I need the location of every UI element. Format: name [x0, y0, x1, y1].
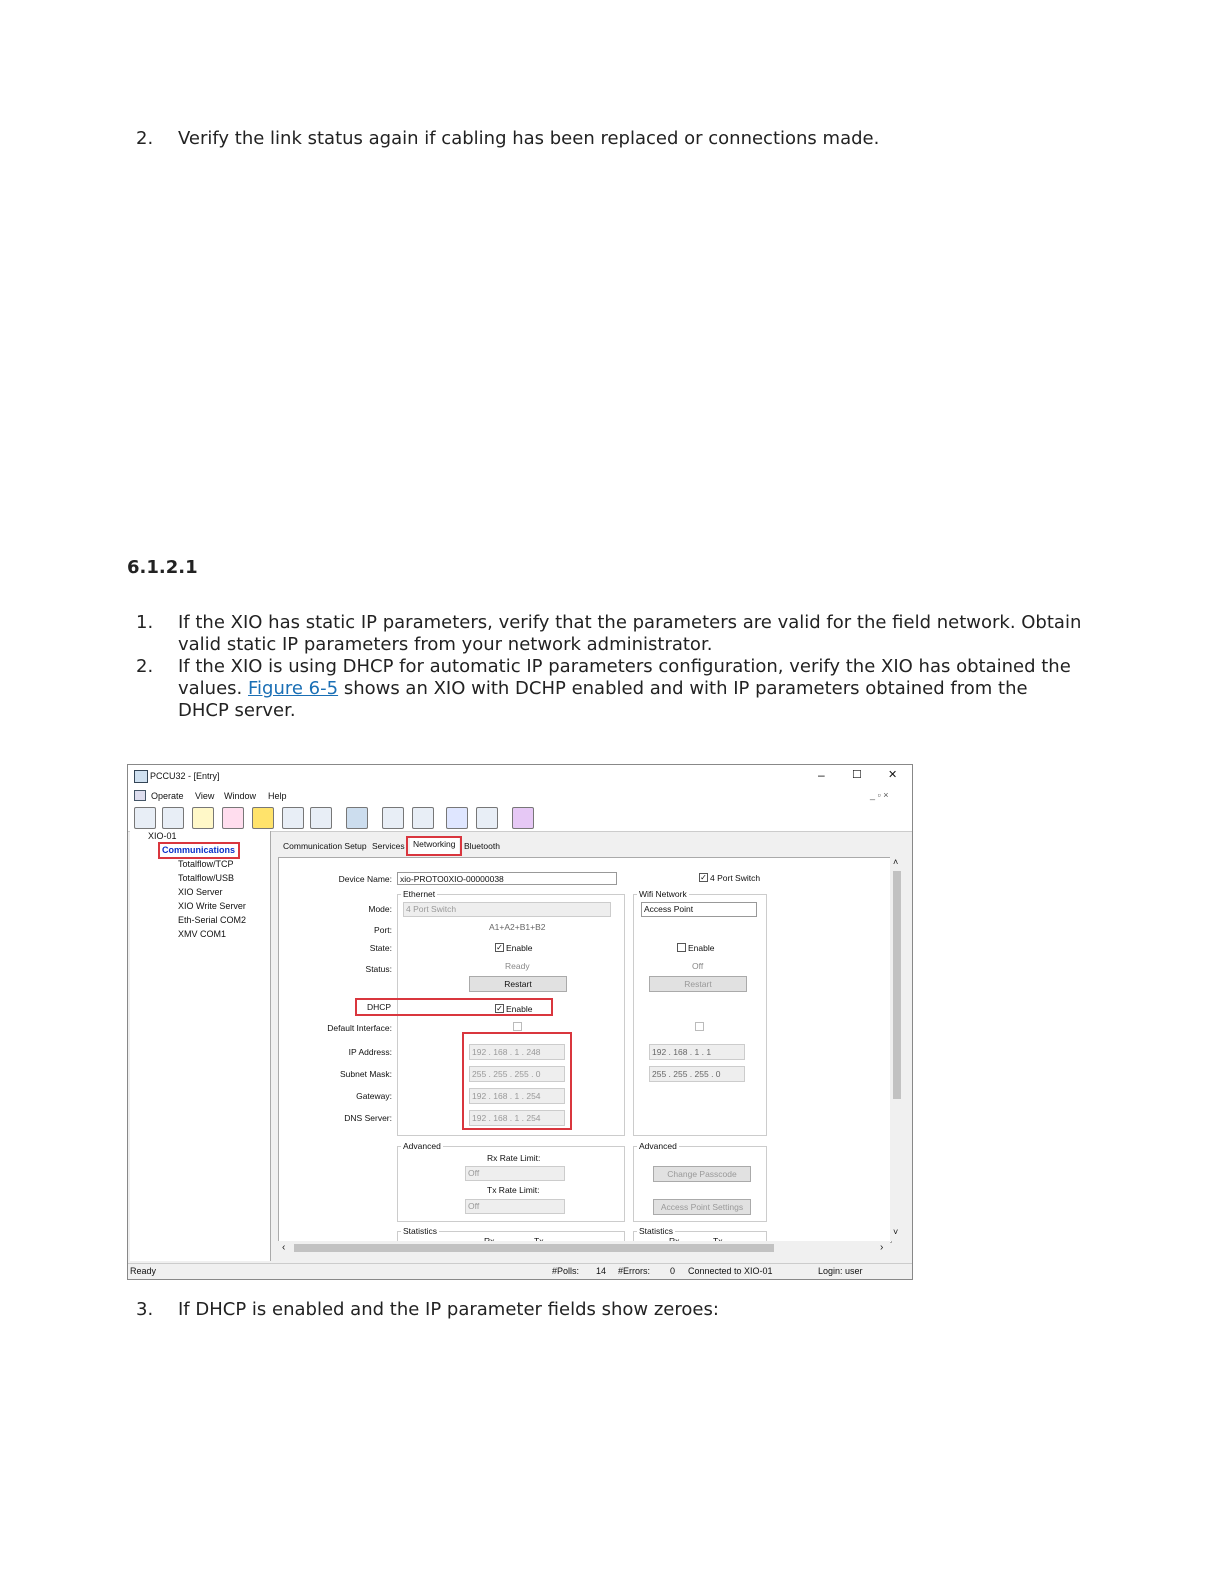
menu-bar	[128, 787, 912, 803]
wifi-restart-button[interactable]: Restart	[649, 976, 747, 992]
dhcp-label: DHCP	[367, 1002, 392, 1012]
errors-label: #Errors:	[618, 1266, 651, 1276]
tree-item[interactable]: XIO Write Server	[178, 901, 246, 911]
mdi-icon	[134, 790, 146, 801]
vertical-scroll-thumb[interactable]	[893, 871, 901, 1099]
step-number: 3.	[136, 1299, 154, 1320]
scroll-down-icon[interactable]: ˅	[893, 1227, 899, 1237]
subnet-mask-label: Subnet Mask:	[340, 1069, 392, 1079]
title-bar	[128, 765, 912, 787]
mb-icon[interactable]	[346, 807, 368, 829]
tree-item[interactable]: Totalflow/USB	[178, 873, 235, 883]
list-text-line: If the XIO has static IP parameters, verify that the parameters are valid for the field network. Obtain	[178, 612, 1082, 633]
state-label: State:	[369, 943, 392, 953]
list-item-2	[136, 656, 1116, 722]
gateway-label: Gateway:	[356, 1091, 392, 1101]
vertical-scrollbar[interactable]	[890, 857, 904, 1241]
list-text-line: DHCP server.	[178, 700, 296, 721]
device-tree	[130, 831, 271, 1261]
maximize-button[interactable]: ☐	[852, 769, 862, 781]
access-point-settings-button[interactable]: Access Point Settings	[653, 1199, 751, 1215]
polls-label: #Polls:	[552, 1266, 580, 1276]
list-number: 2.	[136, 656, 154, 677]
port-value: A1+A2+B1+B2	[489, 922, 546, 932]
status-ready: Ready	[130, 1266, 157, 1276]
pccu32-window	[127, 764, 913, 1280]
tool-icon[interactable]	[382, 807, 404, 829]
calendar-icon[interactable]	[222, 807, 244, 829]
text-fragment: shows an XIO with DCHP enabled and with IP parameters obtained from the	[338, 678, 1028, 699]
toolbar	[128, 803, 912, 832]
four-port-switch-checkbox[interactable]: ✓	[700, 873, 707, 882]
wifi-status: Off	[692, 961, 704, 971]
ethernet-restart-button[interactable]: Restart	[469, 976, 567, 992]
wifi-subnet-field[interactable]: 255 . 255 . 255 . 0	[649, 1066, 745, 1082]
dhcp-enable-checkbox[interactable]: ✓	[496, 1004, 503, 1013]
tx-rate-limit-select[interactable]: Off	[465, 1199, 565, 1214]
networking-pane	[278, 857, 892, 1243]
ethernet-enable-checkbox[interactable]: ✓	[496, 943, 503, 952]
help-book-icon[interactable]	[512, 807, 534, 829]
section-heading: 6.1.2.1	[127, 557, 198, 578]
transfer-icon[interactable]	[252, 807, 274, 829]
four-port-switch-label: 4 Port Switch	[710, 873, 761, 883]
dns-server-label: DNS Server:	[344, 1113, 392, 1123]
tree-item-communications[interactable]: Communications	[162, 845, 236, 855]
menu-window[interactable]: Window	[224, 791, 257, 801]
connection-status: Connected to XIO-01	[688, 1266, 773, 1276]
mode-label: Mode:	[368, 904, 392, 914]
step-text: If DHCP is enabled and the IP parameter fields show zeroes:	[178, 1299, 719, 1320]
scroll-left-icon[interactable]: ‹	[282, 1242, 286, 1253]
archive-icon[interactable]	[412, 807, 434, 829]
device-name-label: Device Name:	[338, 874, 392, 884]
list-text-line: If the XIO is using DHCP for automatic IP parameters configuration, verify the XIO has obtained the	[178, 656, 1071, 677]
wifi-enable-label: Enable	[688, 943, 715, 953]
tab-communication-setup[interactable]: Communication Setup	[283, 841, 367, 851]
communications-highlight	[158, 842, 240, 859]
tab-networking[interactable]: Networking	[410, 837, 459, 855]
dhcp-enable-label: Enable	[506, 1004, 533, 1014]
app-icon	[134, 770, 148, 783]
tree-item[interactable]: Eth-Serial COM2	[178, 915, 247, 925]
wifi-ip-field[interactable]: 192 . 168 . 1 . 1	[649, 1044, 745, 1060]
ethernet-enable-label: Enable	[506, 943, 533, 953]
list-text-line: valid static IP parameters from your network administrator.	[178, 634, 713, 655]
networking-tab-highlight	[406, 836, 462, 856]
polls-count: 14	[596, 1266, 607, 1276]
wifi-default-checkbox[interactable]	[695, 1022, 704, 1031]
wifi-enable-checkbox[interactable]	[677, 943, 686, 952]
ethernet-subnet-field[interactable]: 255 . 255 . 255 . 0	[469, 1066, 565, 1082]
scroll-right-icon[interactable]: ›	[880, 1242, 884, 1253]
horizontal-scrollbar[interactable]	[278, 1241, 890, 1255]
ethernet-mode-select[interactable]: 4 Port Switch	[403, 902, 611, 917]
entry-icon[interactable]	[134, 807, 156, 829]
tx-rate-limit-label: Tx Rate Limit:	[487, 1185, 540, 1195]
collect-icon[interactable]	[192, 807, 214, 829]
default-interface-label: Default Interface:	[327, 1023, 392, 1033]
status-bar	[128, 1263, 912, 1280]
wifi-mode-select[interactable]: Access Point	[641, 902, 757, 917]
ethernet-advanced-title: Advanced	[403, 1141, 441, 1151]
ethernet-gateway-field[interactable]: 192 . 168 . 1 . 254	[469, 1088, 565, 1104]
wifi-group-title: Wifi Network	[639, 889, 687, 899]
tab-services[interactable]: Services	[372, 841, 405, 851]
list-text-line	[178, 678, 1028, 700]
login-status: Login: user	[818, 1266, 863, 1276]
port-label: Port:	[374, 925, 392, 935]
rx-rate-limit-label: Rx Rate Limit:	[487, 1153, 541, 1163]
report-icon[interactable]	[310, 807, 332, 829]
minimize-button[interactable]: –	[818, 768, 825, 782]
menu-operate[interactable]: Operate	[151, 791, 184, 801]
dhcp-highlight	[355, 998, 553, 1016]
horizontal-scroll-thumb[interactable]	[294, 1244, 774, 1252]
calc-icon[interactable]	[162, 807, 184, 829]
menu-view[interactable]: View	[195, 791, 215, 801]
ethernet-dns-field[interactable]: 192 . 168 . 1 . 254	[469, 1110, 565, 1126]
tree-item[interactable]: Totalflow/TCP	[178, 859, 234, 869]
ethernet-status: Ready	[505, 961, 530, 971]
scroll-up-icon[interactable]: ˄	[893, 857, 899, 867]
figure-link[interactable]: Figure 6-5	[248, 678, 339, 699]
ethernet-ip-field[interactable]: 192 . 168 . 1 . 248	[469, 1044, 565, 1060]
list-item-1	[136, 612, 1116, 656]
list-number: 1.	[136, 612, 154, 633]
trend-icon[interactable]	[282, 807, 304, 829]
text-fragment: values.	[178, 678, 248, 699]
window-title: PCCU32 - [Entry]	[150, 771, 220, 781]
ethernet-default-checkbox[interactable]	[513, 1022, 522, 1031]
setup-icon[interactable]	[476, 807, 498, 829]
wifi-group	[633, 894, 767, 1136]
rx-rate-limit-select[interactable]: Off	[465, 1166, 565, 1181]
menu-help[interactable]: Help	[268, 791, 287, 801]
errors-count: 0	[670, 1266, 676, 1276]
tree-root[interactable]: XIO-01	[148, 831, 177, 841]
id-icon[interactable]	[446, 807, 468, 829]
tab-bluetooth[interactable]: Bluetooth	[464, 841, 500, 851]
step-text: Verify the link status again if cabling has been replaced or connections made.	[178, 128, 880, 149]
tree-item[interactable]: XMV COM1	[178, 929, 227, 939]
mdi-controls[interactable]: _ ▫ ×	[870, 790, 889, 800]
ethernet-group-title: Ethernet	[403, 889, 436, 899]
change-passcode-button[interactable]: Change Passcode	[653, 1166, 751, 1182]
ip-address-label: IP Address:	[348, 1047, 392, 1057]
step-number: 2.	[136, 128, 154, 149]
status-label: Status:	[365, 964, 392, 974]
wifi-advanced-title: Advanced	[639, 1141, 677, 1151]
tree-item[interactable]: XIO Server	[178, 887, 223, 897]
close-button[interactable]: ✕	[888, 769, 898, 781]
ethernet-statistics-title: Statistics	[403, 1226, 438, 1236]
device-name-field[interactable]: xio-PROTO0XIO-00000038	[397, 872, 617, 885]
ip-params-highlight	[462, 1032, 572, 1130]
wifi-statistics-title: Statistics	[639, 1226, 674, 1236]
